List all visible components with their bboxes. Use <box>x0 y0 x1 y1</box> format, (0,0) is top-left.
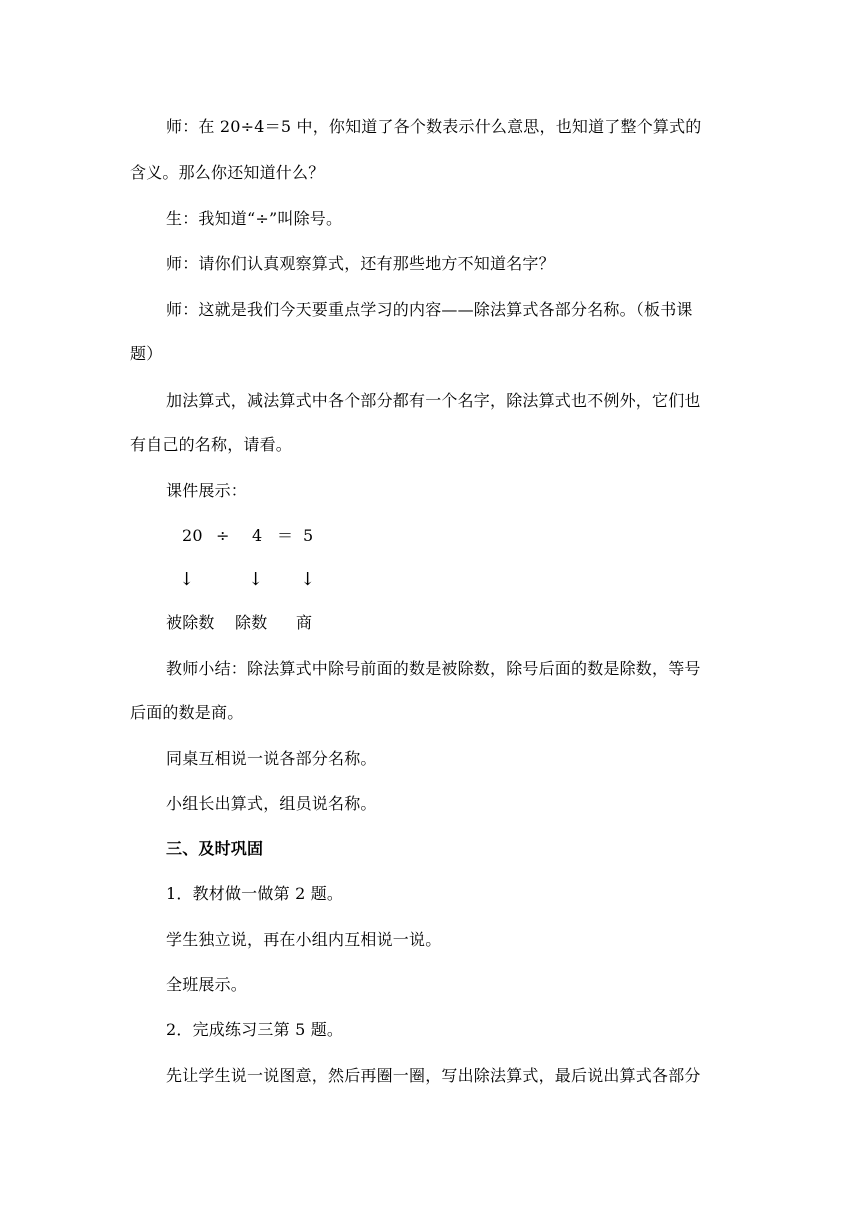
student-line: 生：我知道“÷”叫除号。 <box>166 209 343 228</box>
equation-quotient: 5 <box>303 526 314 545</box>
arrow-down-icon: ↓ <box>179 569 195 590</box>
desk-partner-activity: 同桌互相说一说各部分名称。 <box>166 749 377 768</box>
teacher-line-1b: 含义。那么你还知道什么？ <box>130 163 325 182</box>
paragraph-intro-b: 有自己的名称，请看。 <box>130 435 293 454</box>
arrow-down-icon: ↓ <box>248 569 264 590</box>
label-quotient: 商 <box>296 613 313 632</box>
teacher-summary-b: 后面的数是商。 <box>130 703 244 722</box>
equation-equals-sign: ＝ <box>277 526 294 545</box>
courseware-label: 课件展示： <box>166 481 248 500</box>
label-dividend: 被除数 <box>166 613 215 632</box>
teacher-line-3b: 题） <box>130 344 163 363</box>
arrow-row <box>166 570 766 590</box>
equation-divide-sign: ÷ <box>216 526 230 545</box>
exercise-1: 1．教材做一做第 2 题。 <box>166 884 344 903</box>
exercise-1-instruction: 学生独立说，再在小组内互相说一说。 <box>166 930 442 949</box>
exercise-2-instruction: 先让学生说一说图意，然后再圈一圈，写出除法算式，最后说出算式各部分 <box>166 1066 701 1085</box>
exercise-2: 2．完成练习三第 5 题。 <box>166 1020 344 1039</box>
group-activity: 小组长出算式，组员说名称。 <box>166 794 377 813</box>
division-equation <box>166 526 766 546</box>
teacher-line-3a: 师：这就是我们今天要重点学习的内容——除法算式各部分名称。（板书课 <box>166 300 693 319</box>
equation-dividend: 20 <box>182 526 203 545</box>
teacher-summary-a: 教师小结：除法算式中除号前面的数是被除数，除号后面的数是除数，等号 <box>166 659 701 678</box>
teacher-line-1a: 师：在 20÷4＝5 中，你知道了各个数表示什么意思，也知道了整个算式的 <box>166 117 702 136</box>
section-heading: 三、及时巩固 <box>166 839 264 858</box>
teacher-line-2: 师：请你们认真观察算式，还有那些地方不知道名字？ <box>166 254 555 273</box>
label-row <box>166 613 766 633</box>
paragraph-intro-a: 加法算式，减法算式中各个部分都有一个名字，除法算式也不例外，它们也 <box>166 391 701 410</box>
class-display: 全班展示。 <box>166 975 248 994</box>
equation-divisor: 4 <box>252 526 263 545</box>
arrow-down-icon: ↓ <box>300 569 316 590</box>
label-divisor: 除数 <box>235 613 268 632</box>
